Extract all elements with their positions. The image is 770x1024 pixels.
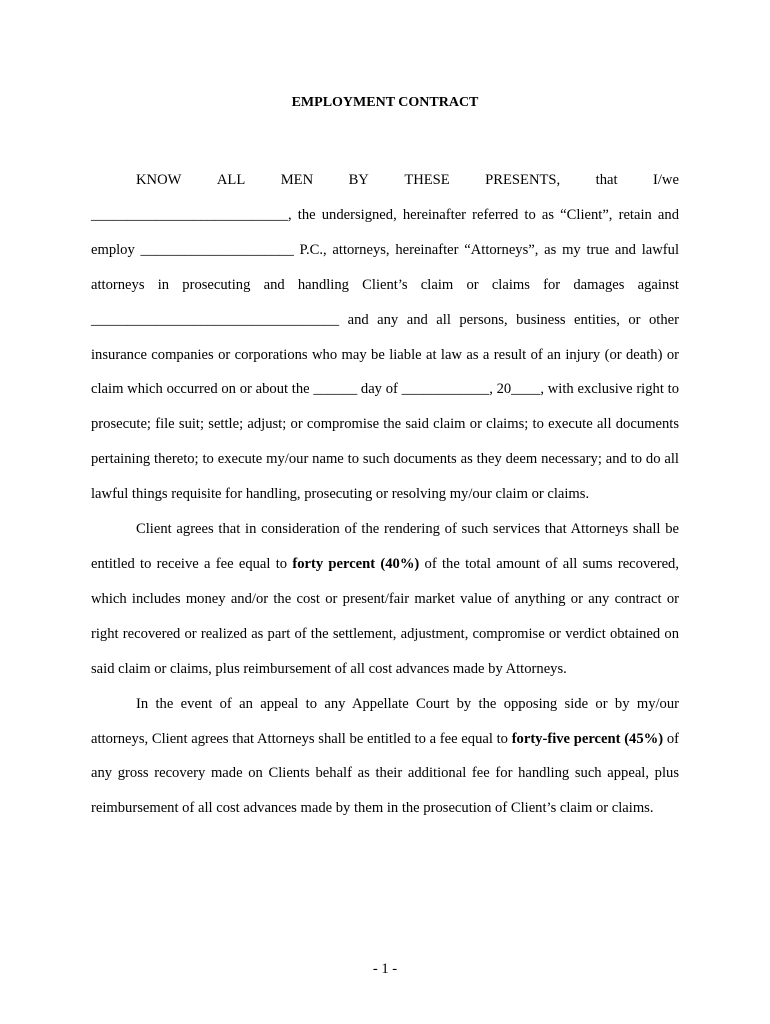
document-title: EMPLOYMENT CONTRACT bbox=[291, 95, 479, 110]
page-number: - 1 - bbox=[372, 961, 398, 977]
paragraph-appeal-fee bbox=[91, 687, 679, 827]
opening-word: BY bbox=[348, 172, 369, 188]
appeal-text-before: In the event of an appeal to any Appellate Court by the opposing side or by my/our attorneys, Client agrees that Attorneys shall be entitled to a fee equal to bbox=[91, 695, 679, 747]
opening-word: ALL bbox=[216, 172, 246, 188]
document-body bbox=[91, 163, 679, 826]
appeal-fee-percentage: forty-five percent (45%) bbox=[511, 730, 664, 747]
opening-line bbox=[91, 163, 679, 198]
opening-word: I/we bbox=[652, 172, 679, 188]
paragraph-fee-agreement bbox=[91, 512, 679, 687]
appeal-text-after: of any gross recovery made on Clients behalf as their additional fee for handling such appeal, plus reimbursement of all cost advances made by them in the prosecution of Client’s claim or claims. bbox=[91, 730, 679, 817]
opening-word: KNOW bbox=[136, 172, 182, 188]
opening-word: that bbox=[595, 172, 618, 188]
opening-word: THESE bbox=[404, 172, 450, 188]
fee-percentage: forty percent (40%) bbox=[292, 555, 420, 572]
fee-text-after: of the total amount of all sums recovered, which includes money and/or the cost or present/fair market value of anything or any contract or right recovered or realized as part of the settlement, adjustment, compromise or verdict obtained on said claim or claims, plus reimbursement of all cost advances made by Attorneys. bbox=[91, 555, 680, 677]
opening-word: PRESENTS, bbox=[485, 172, 561, 188]
paragraph-employment-terms: ___________________________, the undersigned, hereinafter referred to as “Client”, retain and employ _____________________ P.C., attorneys, hereinafter “Attorneys”, as my true and lawful attorneys in prosecuting and handling Client’s claim or claims for damages against __________________________________ and any and all persons, business entities, or other insurance companies or corporations who may be liable at law as a result of an injury (or death) or claim which occurred on or about the ______ day of ____________, 20____, with exclusive right to prosecute; file suit; settle; adjust; or compromise the said claim or claims; to execute all documents pertaining thereto; to execute my/our name to such documents as they deem necessary; and to do all lawful things requisite for handling, prosecuting or resolving my/our claim or claims. bbox=[91, 206, 679, 503]
fee-text-before: Client agrees that in consideration of the rendering of such services that Attorneys shall be entitled to receive a fee equal to bbox=[91, 521, 679, 572]
opening-word: MEN bbox=[280, 172, 314, 188]
